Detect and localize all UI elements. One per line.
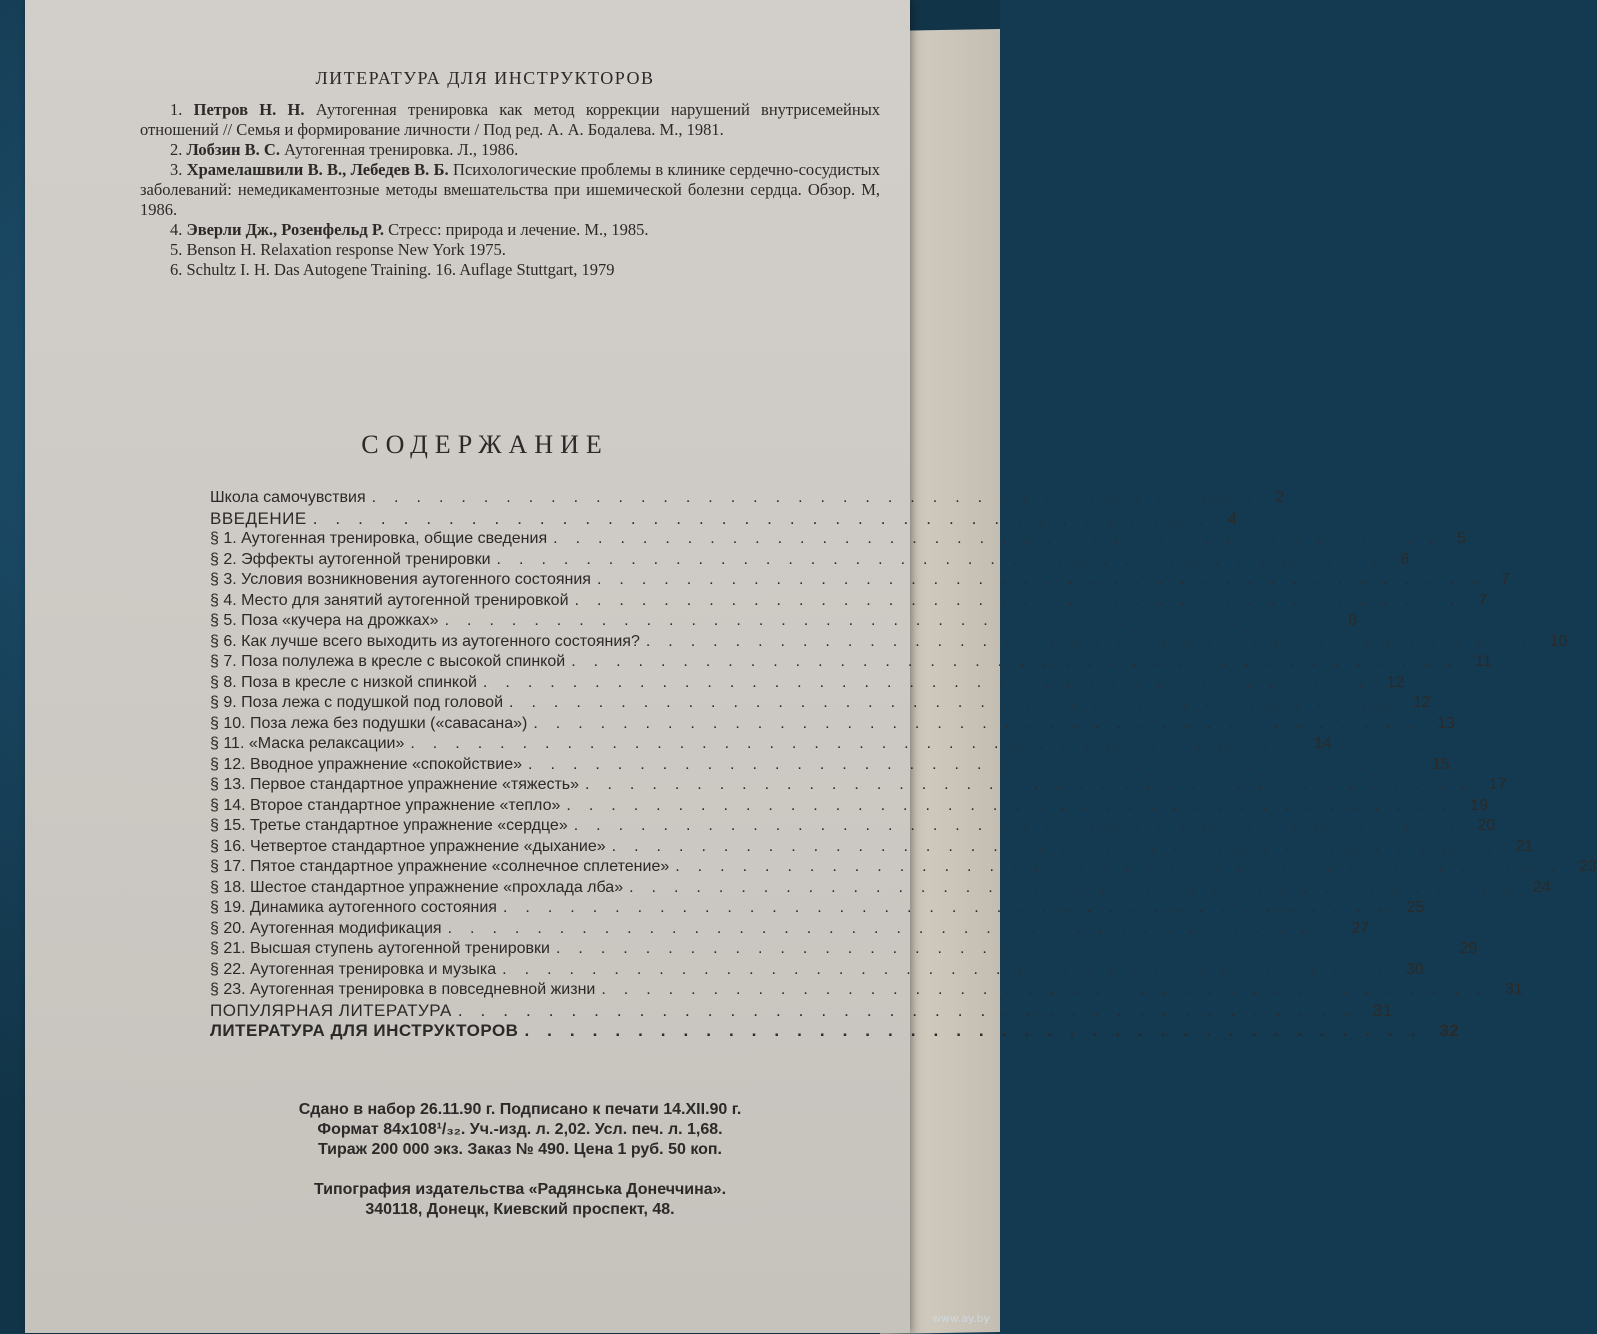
- watermark: www.ay.by: [931, 1312, 990, 1325]
- toc-page-number: 13: [1437, 714, 1455, 732]
- toc-row: [210, 939, 1478, 960]
- reference-item: 4. Эверли Дж., Розенфельд Р. Стресс: природа и лечение. М., 1985.: [170, 220, 649, 239]
- imprint-line: Тираж 200 000 экз. Заказ № 490. Цена 1 руб. 50 коп.: [317, 1141, 722, 1158]
- toc-page-number: 30: [1405, 960, 1424, 978]
- toc-leader: ........................................: [645, 632, 1544, 650]
- toc-leader: ........................................: [566, 796, 1465, 814]
- toc-row: [210, 693, 1431, 714]
- toc-label: § 20. Аутогенная модификация: [210, 919, 442, 937]
- table-of-contents: [210, 488, 1597, 1042]
- toc-row: [210, 714, 1455, 735]
- toc-page-number: 29: [1459, 940, 1478, 957]
- toc-row: [210, 734, 1332, 755]
- toc-page-number: 21: [1515, 837, 1534, 855]
- toc-leader: ........................................: [371, 489, 1270, 506]
- toc-page-number: 17: [1488, 776, 1507, 793]
- toc-leader: ........................................: [533, 714, 1432, 732]
- toc-row: [210, 673, 1405, 694]
- toc-row: [210, 755, 1450, 776]
- reference-item: 5. Benson H. Relaxation response New York 1975.: [170, 240, 506, 259]
- toc-label: § 15. Третье стандартное упражнение «сердце»: [210, 817, 568, 834]
- toc-leader: ........................................: [482, 673, 1381, 691]
- reference-list: [140, 100, 880, 280]
- toc-page-number: 23: [1579, 858, 1597, 875]
- toc-row: [210, 775, 1507, 796]
- toc-label: § 9. Поза лежа с подушкой под головой: [210, 694, 504, 711]
- toc-page-number: 20: [1477, 817, 1496, 834]
- toc-label: § 5. Поза «кучера на дрожках»: [210, 612, 439, 629]
- toc-leader: ........................................: [571, 653, 1469, 670]
- toc-row: [210, 1000, 1393, 1022]
- reference-item: 6. Schultz I. H. Das Autogene Training. 16. Auflage Stuttgart, 1979: [170, 260, 615, 279]
- toc-row: [210, 488, 1285, 509]
- toc-row: [210, 919, 1370, 940]
- toc-label: § 14. Второе стандартное упражнение «тепло»: [210, 796, 561, 814]
- toc-page-number: 24: [1532, 878, 1551, 896]
- toc-row: [210, 980, 1523, 1001]
- toc-label: § 19. Динамика аутогенного состояния: [210, 899, 497, 916]
- toc-leader: ........................................: [601, 981, 1500, 998]
- imprint: [160, 1100, 880, 1220]
- imprint-line: Формат 84x108¹/₃₂. Уч.-изд. л. 2,02. Усл. печ. л. 1,68.: [317, 1121, 723, 1138]
- literature-title: ЛИТЕРАТУРА ДЛЯ ИНСТРУКТОРОВ: [315, 68, 655, 88]
- toc-row: [210, 816, 1496, 837]
- toc-row: [210, 611, 1358, 632]
- toc-row: [210, 857, 1597, 878]
- toc-leader: ........................................: [447, 919, 1346, 937]
- reference-item: 1. Петров Н. Н. Аутогенная тренировка как метод коррекции нарушений внутрисемейных отношений // Семья и формирование личности / Под ред. А. А. Бодалева. М., 1981.: [140, 100, 881, 139]
- toc-leader: ........................................: [573, 817, 1472, 834]
- toc-leader: ........................................: [553, 530, 1451, 547]
- toc-page-number: 7: [1478, 591, 1488, 609]
- toc-label: § 21. Высшая ступень аутогенной тренировки: [210, 940, 550, 957]
- toc-leader: ........................................: [496, 550, 1395, 568]
- toc-leader: ........................................: [509, 694, 1407, 711]
- toc-label: § 13. Первое стандартное упражнение «тяжесть»: [210, 776, 580, 793]
- toc-leader: ........................................: [410, 735, 1309, 752]
- toc-leader: ........................................: [502, 899, 1401, 916]
- toc-leader: ........................................: [528, 755, 1426, 773]
- toc-label: § 3. Условия возникновения аутогенного состояния: [210, 571, 591, 588]
- toc-row: [210, 570, 1510, 591]
- toc-label: § 10. Поза лежа без подушки («савасана»): [210, 714, 528, 732]
- toc-label: § 12. Вводное упражнение «спокойствие»: [210, 755, 523, 773]
- toc-row: [210, 960, 1424, 981]
- contents-title: СОДЕРЖАНИЕ: [361, 430, 609, 459]
- toc-row: [210, 652, 1492, 673]
- toc-row: [210, 632, 1568, 653]
- toc-leader: ........................................: [611, 837, 1510, 855]
- toc-page-number: 6: [1400, 550, 1410, 568]
- toc-page-number: 5: [1456, 530, 1466, 547]
- toc-label: § 23. Аутогенная тренировка в повседневной жизни: [210, 981, 596, 998]
- toc-page-number: 27: [1351, 919, 1370, 937]
- toc-label: § 8. Поза в кресле с низкой спинкой: [210, 673, 477, 691]
- toc-page-number: 7: [1500, 571, 1510, 588]
- toc-label: ЛИТЕРАТУРА ДЛЯ ИНСТРУКТОРОВ: [210, 1021, 519, 1040]
- toc-row: [210, 1021, 1460, 1042]
- toc-label: § 22. Аутогенная тренировка и музыка: [210, 960, 497, 978]
- toc-label: § 6. Как лучше всего выходить из аутогенного состояния?: [210, 632, 640, 650]
- imprint-line: Типография издательства «Радянська Донеччина».: [313, 1181, 727, 1198]
- toc-page-number: 8: [1348, 612, 1358, 629]
- toc-page-number: 32: [1439, 1021, 1460, 1040]
- toc-leader: ........................................: [524, 1021, 1434, 1040]
- toc-page-number: 11: [1475, 653, 1492, 670]
- toc-label: § 11. «Маска релаксации»: [210, 735, 405, 752]
- toc-page-number: 12: [1412, 694, 1431, 711]
- toc-label: § 7. Поза полулежа в кресле с высокой спинкой: [210, 653, 566, 670]
- toc-row: [210, 796, 1488, 817]
- toc-leader: ........................................: [555, 940, 1454, 957]
- imprint-line: Сдано в набор 26.11.90 г. Подписано к печати 14.XII.90 г.: [298, 1101, 742, 1118]
- reference-item: 3. Храмелашвили В. В., Лебедев В. Б. Психологические проблемы в клинике сердечно-сосудистых заболеваний: немедикаментозные методы вмешательства при ишемической болезни сердца. Обзор. М, 1986.: [140, 160, 881, 219]
- toc-label: § 17. Пятое стандартное упражнение «солнечное сплетение»: [210, 858, 670, 875]
- toc-label: ВВЕДЕНИЕ: [210, 508, 307, 528]
- toc-label: § 18. Шестое стандартное упражнение «прохлада лба»: [210, 878, 624, 896]
- toc-label: § 2. Эффекты аутогенной тренировки: [210, 550, 491, 568]
- toc-leader: ........................................: [675, 858, 1574, 875]
- toc-leader: ........................................: [502, 960, 1400, 978]
- toc-page-number: 31: [1505, 981, 1523, 998]
- imprint-line: 340118, Донецк, Киевский проспект, 48.: [365, 1201, 675, 1218]
- toc-row: [210, 550, 1410, 571]
- toc-page-number: 31: [1372, 1000, 1393, 1020]
- toc-leader: ........................................: [574, 591, 1473, 609]
- toc-leader: ........................................: [585, 776, 1483, 793]
- toc-leader: ........................................: [312, 508, 1222, 528]
- toc-page-number: 25: [1406, 899, 1425, 916]
- toc-page-number: 10: [1549, 632, 1568, 650]
- reference-item: 2. Лобзин В. С. Аутогенная тренировка. Л., 1986.: [170, 140, 519, 159]
- toc-leader: ........................................: [457, 1000, 1367, 1020]
- toc-row: [210, 529, 1466, 550]
- toc-leader: ........................................: [629, 878, 1527, 896]
- toc-row: [210, 508, 1238, 530]
- toc-label: ПОПУЛЯРНАЯ ЛИТЕРАТУРА: [210, 1000, 452, 1020]
- toc-page-number: 15: [1431, 755, 1450, 773]
- toc-page-number: 14: [1314, 735, 1332, 752]
- toc-row: [210, 591, 1488, 612]
- toc-label: § 4. Место для занятий аутогенной тренировкой: [210, 591, 569, 609]
- toc-label: § 1. Аутогенная тренировка, общие сведения: [210, 530, 548, 547]
- toc-label: Школа самочувствия: [210, 489, 366, 506]
- toc-leader: ........................................: [444, 612, 1343, 629]
- toc-row: [210, 837, 1534, 858]
- toc-row: [210, 898, 1425, 919]
- toc-page-number: 2: [1275, 489, 1285, 506]
- toc-label: § 16. Четвертое стандартное упражнение «дыхание»: [210, 837, 606, 855]
- toc-page-number: 4: [1227, 508, 1238, 528]
- toc-leader: ........................................: [596, 571, 1495, 588]
- toc-page-number: 12: [1386, 673, 1405, 691]
- toc-page-number: 19: [1470, 796, 1488, 814]
- toc-row: [210, 878, 1551, 899]
